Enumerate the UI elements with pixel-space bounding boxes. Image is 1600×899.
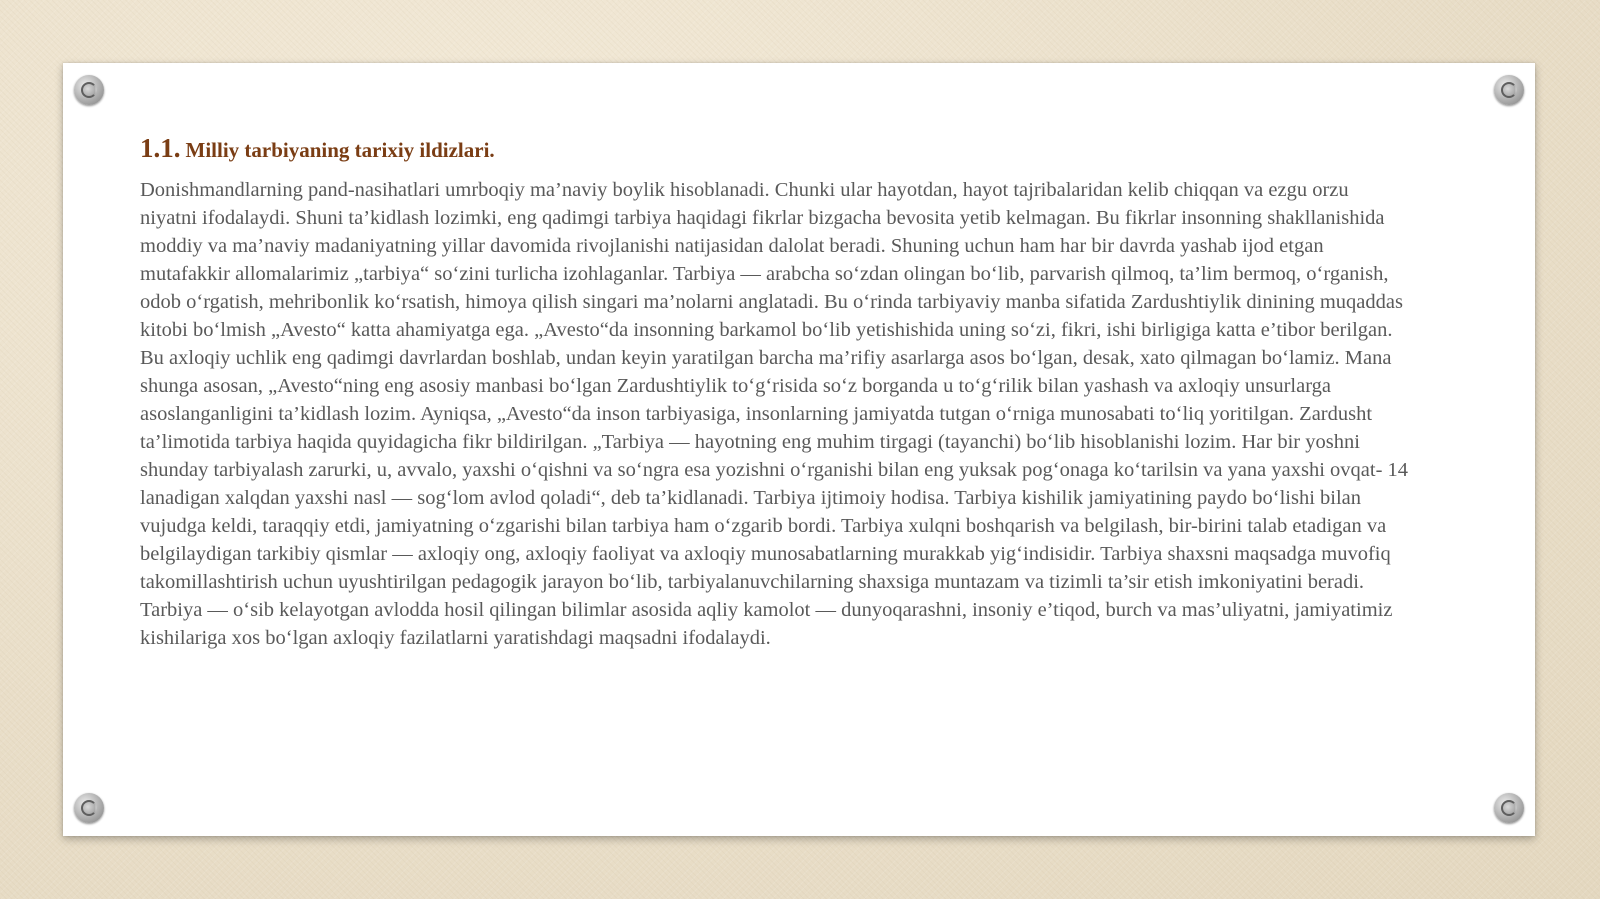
heading-number: 1.1. (140, 133, 181, 163)
screw-icon (1494, 75, 1524, 105)
screw-icon (1494, 793, 1524, 823)
screw-icon (74, 75, 104, 105)
slide-heading (140, 128, 495, 165)
screw-icon (74, 793, 104, 823)
body-paragraph: Donishmandlarning pand-nasihatlari umrboqiy ma’naviy boylik hisoblanadi. Chunki ular hayotdan, hayot tajribalaridan kelib chiqqan va ezgu orzu niyatni ifodalaydi. Shuni ta’kidlash lozimki, eng qadimgi tarbiya haqidagi fikrlar bizgacha bevosita yetib kelmagan. Bu fikrlar insonning shakllanishida moddiy va ma’naviy madaniyatning yillar davomida rivojlanishi natijasidan dalolat beradi. Shuning uchun ham har bir davrda yashab ijod etgan mutafakkir allomalarimiz „tarbiya“ so‘zini turlicha izohlaganlar. Tarbiya — arabcha so‘zdan olingan bo‘lib, parvarish qilmoq, ta’lim bermoq, o‘rganish, odob o‘rgatish, mehribonlik ko‘rsatish, himoya qilish singari ma’nolarni anglatadi. Bu o‘rinda tarbiyaviy manba sifatida Zardushtiylik dinining muqaddas kitobi bo‘lmish „Avesto“ katta ahamiyatga ega. „Avesto“da insonning barkamol bo‘lib yetishishida uning so‘zi, fikri, ishi birligiga katta e’tibor berilgan. Bu axloqiy uchlik eng qadimgi davrlardan boshlab, undan keyin yaratilgan barcha ma’rifiy asarlarga asos bo‘lgan, desak, xato qilmagan bo‘lamiz. Mana shunga asosan, „Avesto“ning eng asosiy manbasi bo‘lgan Zardushtiylik to‘g‘risida so‘z borganda u to‘g‘rilik bilan yashash va axloqiy unsurlarga asoslanganligini ta’kidlash lozim. Ayniqsa, „Avesto“da inson tarbiyasiga, insonlarning jamiyatda tutgan o‘rniga munosabati to‘liq yoritilgan. Zardusht ta’limotida tarbiya haqida quyidagicha fikr bildirilgan. „Tarbiya — hayotning eng muhim tirgagi (tayanchi) bo‘lib hisoblanishi lozim. Har bir yoshni shunday tarbiyalash zarurki, u, avvalo, yaxshi o‘qishni va so‘ngra esa yozishni o‘rganishi bilan eng yuksak pog‘onaga ko‘tarilsin va yana yaxshi ovqat- 14 lanadigan xalqdan yaxshi nasl — sog‘lom avlod qoladi“, deb ta’kidlanadi. Tarbiya ijtimoiy hodisa. Tarbiya kishilik jamiyatining paydo bo‘lishi bilan vujudga keldi, taraqqiy etdi, jamiyatning o‘zgarishi bilan tarbiya ham o‘zgarib bordi. Tarbiya xulqni boshqarish va belgilash, bir-birini talab etadigan va belgilaydigan tarkibiy qismlar — axloqiy ong, axloqiy faoliyat va axloqiy munosabatlarning murakkab yig‘indisidir. Tarbiya shaxsni maqsadga muvofiq takomillashtirish uchun uyushtirilgan pedagogik jarayon bo‘lib, tarbiyalanuvchilarning shaxsiga muntazam va tizimli ta’sir etish imkoniyatini beradi. Tarbiya — o‘sib kelayotgan avlodda hosil qilingan bilimlar asosida aqliy kamolot — dunyoqarashni, insoniy e’tiqod, burch va mas’uliyatni, jamiyatimiz kishilariga xos bo‘lgan axloqiy fazilatlarni yaratishdagi maqsadni ifodalaydi. (140, 179, 1409, 649)
heading-title: Milliy tarbiyaning tarixiy ildizlari. (185, 138, 495, 162)
